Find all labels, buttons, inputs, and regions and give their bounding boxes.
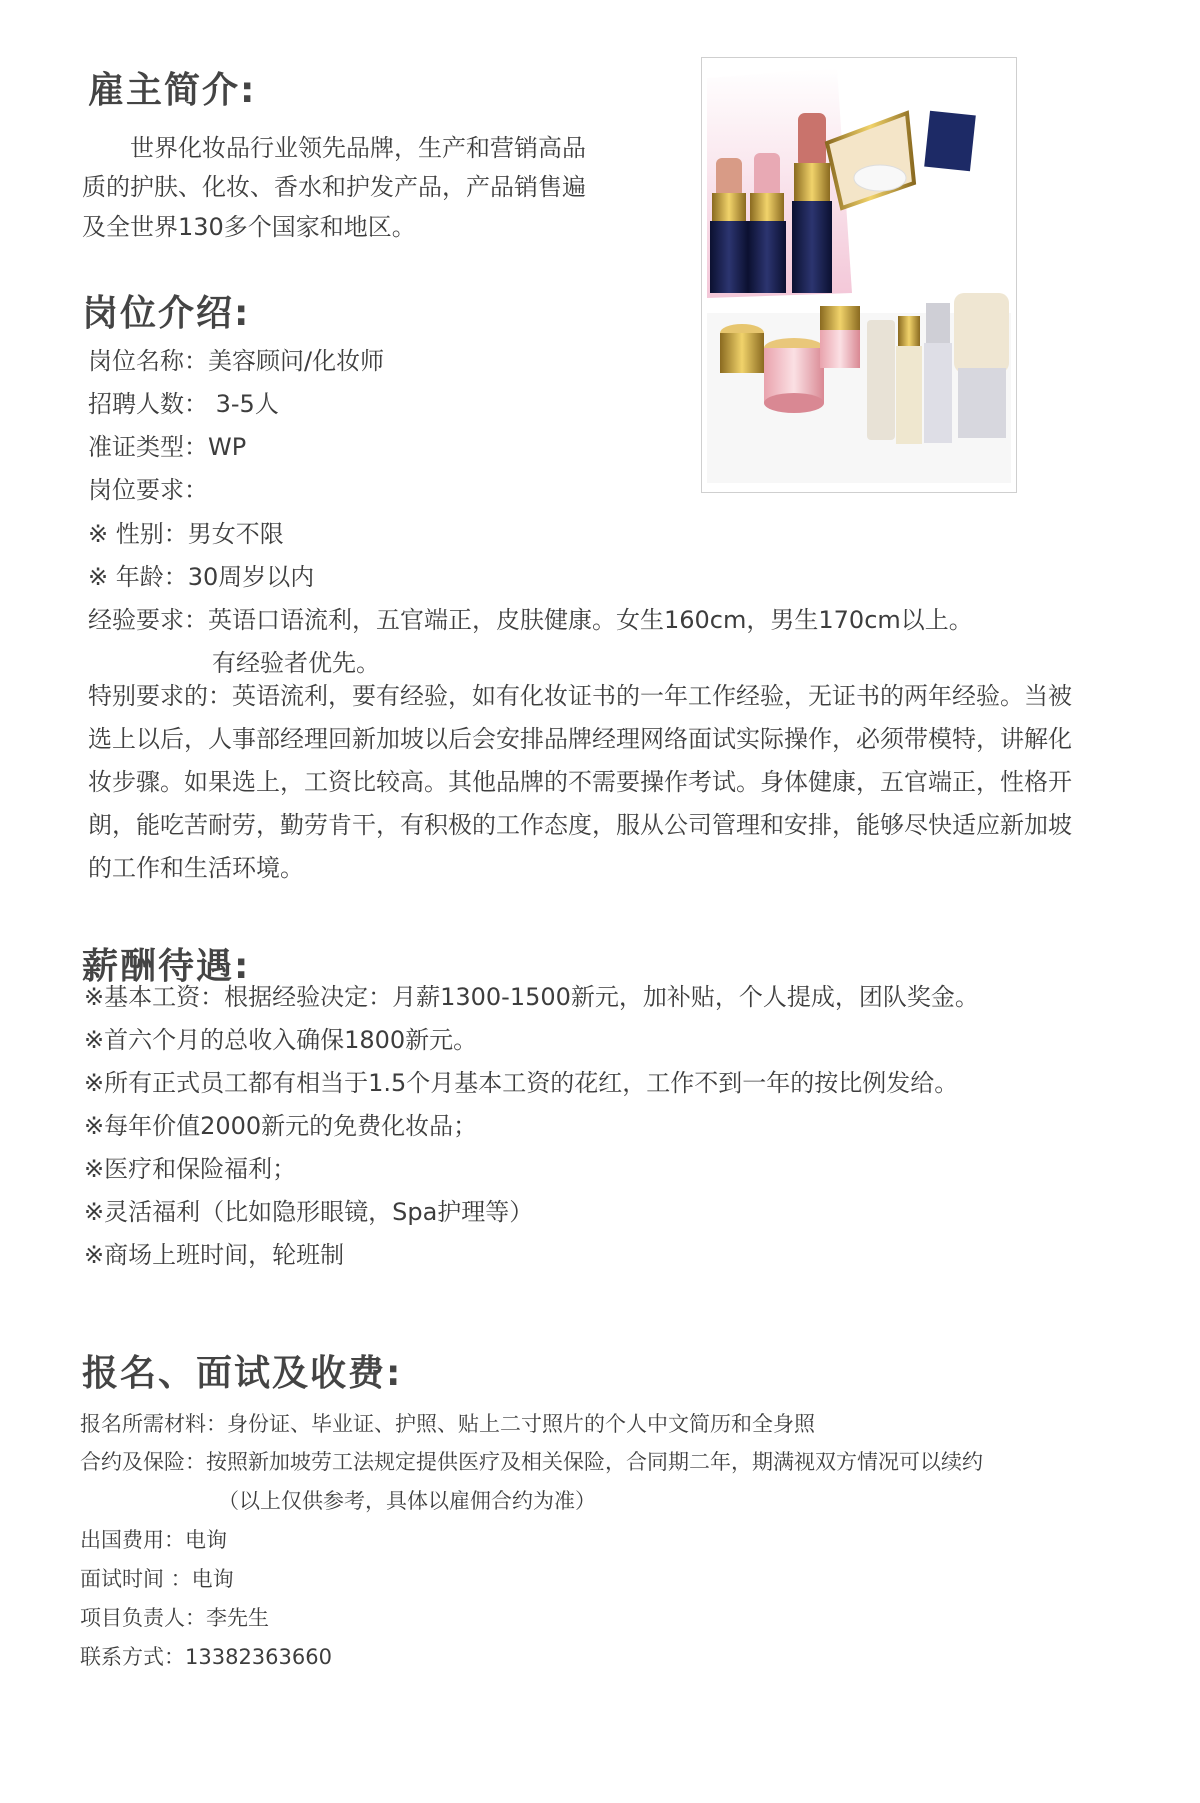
position-experience-2: 有经验者优先。	[212, 649, 380, 677]
apply-interview: 面试时间 ：电询	[80, 1567, 234, 1591]
position-visa: 准证类型：WP	[88, 433, 247, 461]
salary-item: ※首六个月的总收入确保1800新元。	[84, 1026, 478, 1054]
employer-heading: 雇主简介:	[88, 70, 257, 111]
apply-contract: 合约及保险：按照新加坡劳工法规定提供医疗及相关保险，合同期二年，期满视双方情况可以续约	[80, 1450, 983, 1474]
apply-fee: 出国费用：电询	[80, 1528, 227, 1552]
employer-line-1: 世界化妆品行业领先品牌，生产和营销高品	[130, 134, 586, 162]
salary-item: ※所有正式员工都有相当于1.5个月基本工资的花红，工作不到一年的按比例发给。	[84, 1069, 959, 1097]
position-req-label: 岗位要求：	[88, 476, 208, 504]
employer-line-2: 质的护肤、化妆、香水和护发产品，产品销售遍	[82, 173, 586, 201]
salary-list	[84, 976, 979, 1277]
apply-manager: 项目负责人：李先生	[80, 1606, 269, 1630]
position-count: 招聘人数： 3-5人	[88, 390, 279, 418]
salary-item: ※灵活福利（比如隐形眼镜，Spa护理等）	[84, 1198, 534, 1226]
salary-heading: 薪酬待遇:	[82, 946, 251, 987]
employer-line-3: 及全世界130多个国家和地区。	[82, 213, 416, 241]
apply-heading: 报名、面试及收费:	[82, 1353, 403, 1394]
cosmetics-photo	[701, 57, 1017, 493]
apply-contract-note: （以上仅供参考，具体以雇佣合约为准）	[218, 1489, 596, 1513]
special-line-2: 选上以后，人事部经理回新加坡以后会安排品牌经理网络面试实际操作，必须带模特，讲解化	[88, 725, 1072, 753]
salary-item: ※每年价值2000新元的免费化妆品；	[84, 1112, 478, 1140]
position-gender: ※ 性别：男女不限	[88, 520, 284, 548]
position-age: ※ 年龄：30周岁以内	[88, 563, 315, 591]
salary-item: ※基本工资：根据经验决定：月薪1300-1500新元，加补贴，个人提成，团队奖金。	[84, 983, 979, 1011]
salary-item: ※医疗和保险福利；	[84, 1155, 297, 1183]
special-line-1: 特别要求的：英语流利，要有经验，如有化妆证书的一年工作经验，无证书的两年经验。当被	[88, 682, 1072, 710]
special-line-4: 朗，能吃苦耐劳，勤劳肯干，有积极的工作态度，服从公司管理和安排，能够尽快适应新加坡	[88, 811, 1072, 839]
position-name: 岗位名称：美容顾问/化妆师	[88, 347, 385, 375]
apply-materials: 报名所需材料：身份证、毕业证、护照、贴上二寸照片的个人中文简历和全身照	[80, 1412, 815, 1436]
apply-contact: 联系方式：13382363660	[80, 1645, 332, 1669]
special-requirements	[88, 675, 1148, 890]
special-line-5: 的工作和生活环境。	[88, 854, 304, 882]
special-line-3: 妆步骤。如果选上，工资比较高。其他品牌的不需要操作考试。身体健康，五官端正，性格开	[88, 768, 1072, 796]
position-heading: 岗位介绍:	[82, 293, 251, 334]
salary-item: ※商场上班时间，轮班制	[84, 1241, 345, 1269]
position-experience: 经验要求：英语口语流利，五官端正，皮肤健康。女生160cm，男生170cm以上。	[88, 606, 973, 634]
